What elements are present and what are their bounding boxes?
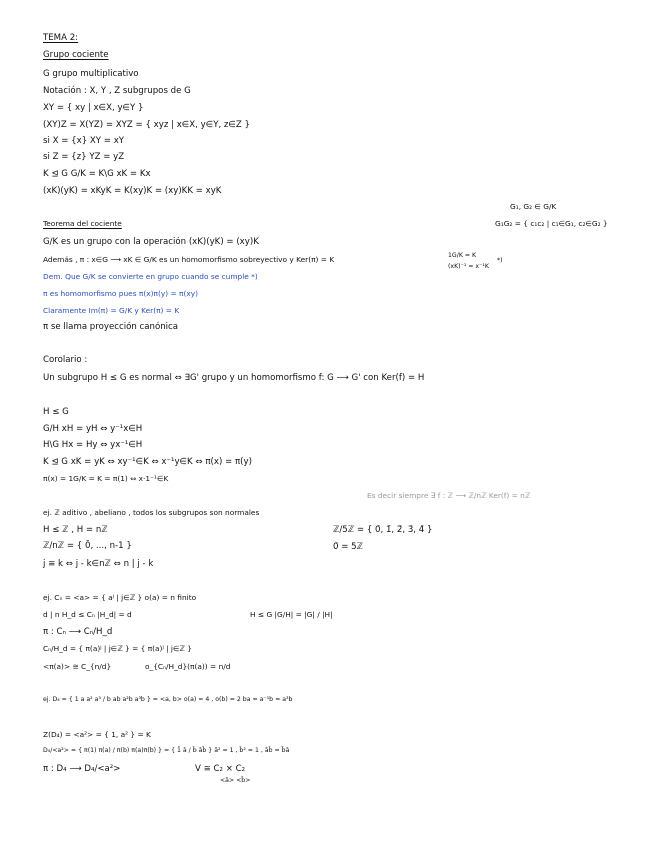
note-line-l27: H\G Hx = Hy ⇔ yx⁻¹∈H (43, 440, 143, 450)
note-line-l22: π se llama proyección canónica (43, 322, 179, 332)
note-line-l47: π : D₄ ⟶ D₄/<a²> (43, 764, 121, 774)
note-line-l04: Notación : X, Y , Z subgrupos de G (43, 86, 191, 96)
note-line-l36: j ≡ k ⇔ j - k∈nℤ ⇔ n | j - k (43, 559, 154, 569)
note-line-l29: π(x) = 1G/K = K = π(1) ⇔ x·1⁻¹∈K (43, 474, 169, 483)
note-line-l31: ej. ℤ aditivo , abeliano , todos los subgrupos son normales (43, 508, 260, 517)
note-line-l18: *) (497, 257, 503, 264)
note-line-l16: 1G/K = K (448, 252, 477, 259)
note-line-l11: G₁, G₂ ∈ G/K (510, 202, 557, 211)
note-line-l03: G grupo multiplicativo (43, 69, 139, 79)
note-line-l06: (XY)Z = X(YZ) = XYZ = { xyz | x∈X, y∈Y, z∈Z } (43, 120, 251, 130)
note-line-l05: XY = { xy | x∈X, y∈Y } (43, 103, 144, 113)
note-line-l49: <ā> <b̄> (220, 777, 251, 784)
note-line-l35: 0̄ = 5ℤ (333, 542, 363, 552)
note-line-l12: Teorema del cociente (43, 219, 122, 228)
note-line-l10: (xK)(yK) = xKyK = K(xy)K = (xy)KK = xyK (43, 186, 222, 196)
note-line-l44: ej. D₄ = { 1 a a² a³ / b ab a²b a³b } = <a, b> o(a) = 4 , o(b) = 2 ba = a⁻¹b = a³b (43, 696, 293, 703)
note-line-l32: H ≤ ℤ , H = nℤ (43, 525, 108, 535)
note-line-l34: ℤ/nℤ = { 0̄, ..., n-1 } (43, 541, 132, 551)
note-line-l39: H ≤ G |G/H| = |G| / |H| (250, 610, 333, 619)
note-line-l38: d | n H_d ≤ Cₙ |H_d| = d (43, 610, 132, 619)
note-line-l24: Un subgrupo H ≤ G es normal ⇔ ∃G' grupo y un homomorfismo f: G ⟶ G' con Ker(f) = H (43, 373, 425, 383)
note-line-l21: Claramente Im(π) = G/K y Ker(π) = K (43, 306, 180, 315)
note-line-l09: K ⊴ G G/K = K\G xK = Kx (43, 169, 151, 179)
note-line-l45: Z(D₄) = <a²> = { 1, a² } = K (43, 730, 151, 739)
note-line-l23: Corolario : (43, 355, 88, 365)
note-line-l14: G/K es un grupo con la operación (xK)(yK) = (xy)K (43, 237, 259, 247)
note-line-l40: π : Cₙ ⟶ Cₙ/H_d (43, 627, 113, 637)
note-line-l15: Además , π : x∈G ⟶ xK ∈ G/K es un homomorfismo sobreyectivo y Ker(π) = K (43, 255, 335, 264)
note-line-l08: si Z = {z} YZ = yZ (43, 152, 125, 162)
note-line-l20: π es homomorfismo pues π(x)π(y) = π(xy) (43, 289, 198, 298)
note-line-l17: (xK)⁻¹ = x⁻¹K (448, 263, 489, 270)
note-line-l02: Grupo cociente (43, 50, 109, 60)
note-line-l48: V ≅ C₂ × C₂ (195, 764, 246, 774)
note-line-l41: Cₙ/H_d = { π(a)ʲ | j∈ℤ } = { π(a)ʲ | j∈ℤ } (43, 644, 192, 653)
note-line-l13: G₁G₂ = { c₁c₂ | c₁∈G₁, c₂∈G₂ } (495, 219, 608, 228)
note-line-l26: G/H xH = yH ⇔ y⁻¹x∈H (43, 424, 143, 434)
note-line-l42: <π(a)> ≅ C_{n/d} (43, 662, 112, 671)
note-line-l37: ej. Cₙ = <a> = { aʲ | j∈ℤ } o(a) = n finito (43, 593, 197, 602)
note-line-l19: Dem. Que G/K se convierte en grupo cuando se cumple *) (43, 272, 258, 281)
note-line-l25: H ≤ G (43, 407, 69, 417)
note-line-l30: Es decir siempre ∃ f : ℤ ⟶ ℤ/nℤ Ker(f) = nℤ (367, 491, 531, 500)
note-line-l07: si X = {x} XY = xY (43, 136, 125, 146)
note-line-l43: o_{Cₙ/H_d}(π(a)) = n/d (145, 662, 231, 671)
note-line-l01: TEMA 2: (43, 33, 79, 43)
note-line-l28: K ⊴ G xK = yK ⇔ xy⁻¹∈K ⇔ x⁻¹y∈K ⇔ π(x) = π(y) (43, 457, 252, 467)
note-line-l33: ℤ/5ℤ = { 0̄, 1̄, 2̄, 3̄, 4̄ } (333, 525, 433, 535)
note-line-l46: D₄/<a²> = { π(1) π(a) / π(b) π(a)π(b) } = { 1̄ ā / b̄ āb̄ } ā² = 1 , b̄² = 1 , āb̄ = b̄ā (43, 747, 290, 754)
